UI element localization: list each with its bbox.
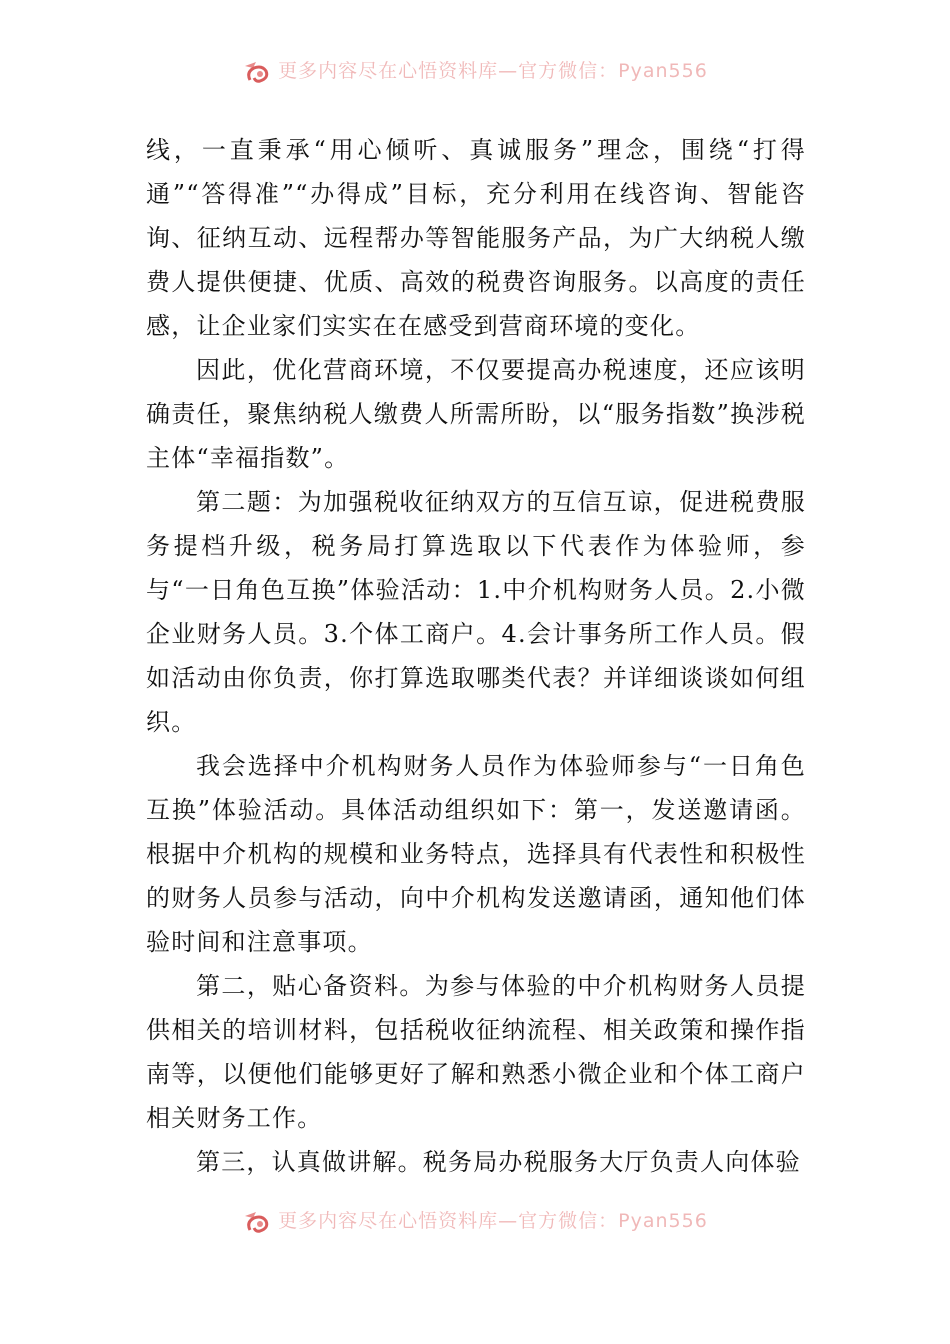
paragraph: 因此，优化营商环境，不仅要提高办税速度，还应该明确责任，聚焦纳税人缴费人所需所盼，以“服务指数”换涉税主体“幸福指数”。 [146, 356, 806, 472]
document-body [146, 128, 806, 1184]
paragraph: 第二，贴心备资料。为参与体验的中介机构财务人员提供相关的培训材料，包括税收征纳流程、相关政策和操作指南等，以便他们能够更好了解和熟悉小微企业和个体工商户相关财务工作。 [146, 972, 806, 1132]
brand-logo-icon [242, 58, 272, 84]
brand-logo-icon [242, 1208, 272, 1234]
top-watermark-banner [0, 56, 950, 86]
watermark-text: 更多内容尽在心悟资料库—官方微信：Pyan556 [278, 60, 708, 82]
bottom-watermark-banner [0, 1206, 950, 1236]
paragraph: 我会选择中介机构财务人员作为体验师参与“一日角色互换”体验活动。具体活动组织如下：第一，发送邀请函。根据中介机构的规模和业务特点，选择具有代表性和积极性的财务人员参与活动，向中介机构发送邀请函，通知他们体验时间和注意事项。 [146, 752, 806, 956]
watermark-text: 更多内容尽在心悟资料库—官方微信：Pyan556 [278, 1210, 708, 1232]
paragraph: 线，一直秉承“用心倾听、真诚服务”理念，围绕“打得通”“答得准”“办得成”目标，充分利用在线咨询、智能咨询、征纳互动、远程帮办等智能服务产品，为广大纳税人缴费人提供便捷、优质、高效的税费咨询服务。以高度的责任感，让企业家们实实在在感受到营商环境的变化。 [146, 136, 806, 340]
paragraph: 第三，认真做讲解。税务局办税服务大厅负责人向体验 [196, 1148, 801, 1176]
paragraph: 第二题：为加强税收征纳双方的互信互谅，促进税费服务提档升级，税务局打算选取以下代表作为体验师，参与“一日角色互换”体验活动：1.中介机构财务人员。2.小微企业财务人员。3.个体工商户。4.会计事务所工作人员。假如活动由你负责，你打算选取哪类代表？并详细谈谈如何组织。 [146, 488, 806, 736]
